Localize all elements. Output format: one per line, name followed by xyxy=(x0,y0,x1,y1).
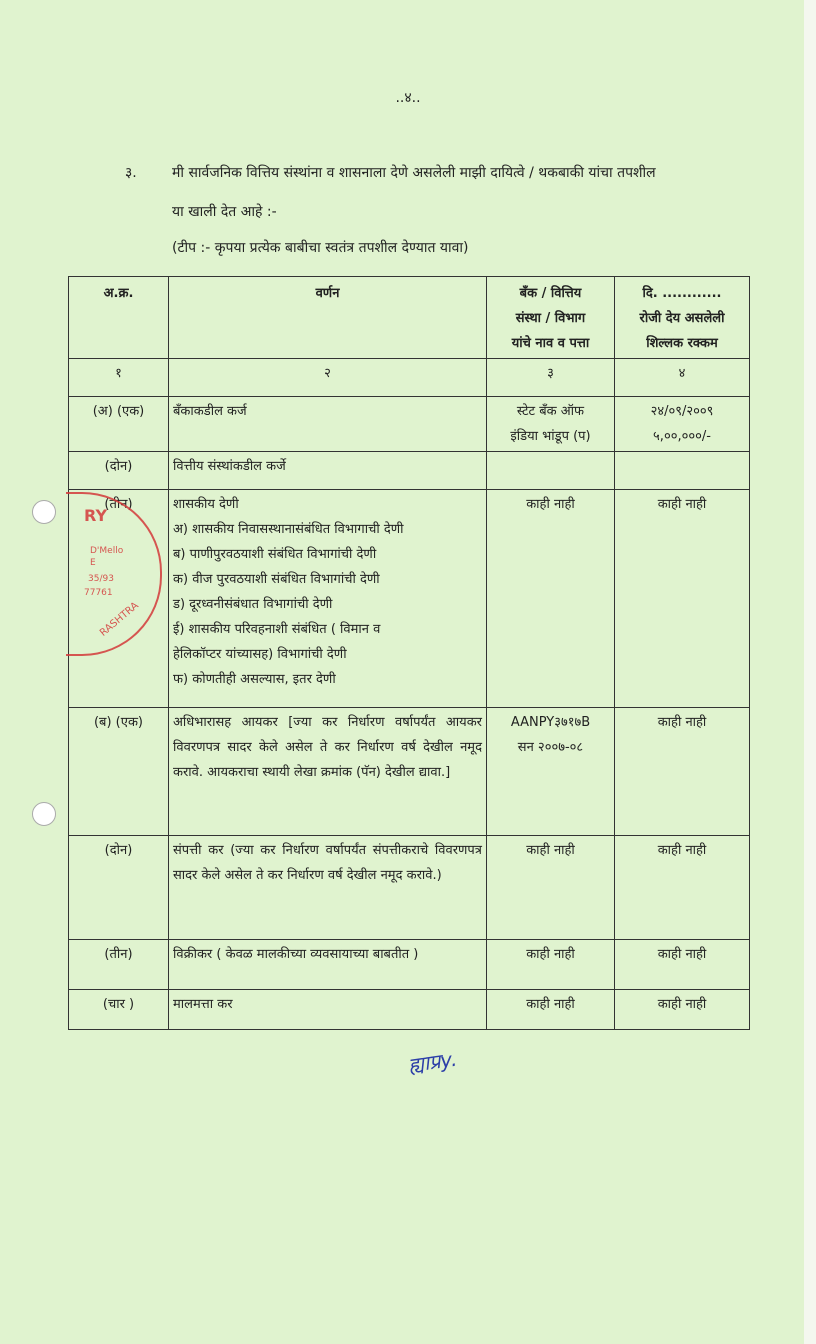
punch-hole-icon xyxy=(32,500,56,524)
section-text-line1: मी सार्वजनिक वित्तिय संस्थांना व शासनाला देणे असलेली माझी दायित्वे / थकबाकी यांचा तपशील xyxy=(172,165,656,181)
notary-stamp: RY D'Mello E 35/93 77761 RASHTRA xyxy=(66,492,162,656)
table-row: (ब) (एक) अधिभारासह आयकर [ज्या कर निर्धारण वर्षापर्यंत आयकर विवरणपत्र सादर केले असेल ते कर निर्धारण वर्ष देखील नमूद करावे. आयकराचा स्थायी लेखा क्रमांक (पॅन) देखील द्यावा.] AANPY३७१७B सन २००७-०८ काही नाही xyxy=(69,708,750,836)
table-row: (तीन) शासकीय देणी अ) शासकीय निवासस्थानासंबंधित विभागाची देणी ब) पाणीपुरवठयाशी संबंधित विभागांची देणी क) वीज पुरवठयाशी संबंधित विभागांची देणी ड) दूरध्वनीसंबंधात विभागांची देणी ई) शासकीय परिवहनाशी संबंधित ( विमान व हेलिकॉप्टर यांच्यासह) विभागांची देणी फ) कोणतीही असल्यास, इतर देणी काही नाही काही नाही xyxy=(69,490,750,708)
page-number: ..४.. xyxy=(395,90,421,106)
liabilities-table xyxy=(68,276,750,1030)
section-text-line2: या खाली देत आहे :- xyxy=(172,204,277,220)
table-header-row xyxy=(69,277,750,359)
signature: ह्याप्रy. xyxy=(406,1046,459,1078)
index-row: १ २ ३ ४ xyxy=(69,359,750,397)
page-edge xyxy=(804,0,816,1344)
table-row: (तीन) विक्रीकर ( केवळ मालकीच्या व्यवसायाच्या बाबतीत ) काही नाही काही नाही xyxy=(69,940,750,990)
header-balance: दि. ............ रोजी देय असलेली शिल्लक रक्कम xyxy=(615,277,750,359)
header-bank: बँक / वित्तिय संस्था / विभाग यांचे नाव व पत्ता xyxy=(487,277,615,359)
table-row: (चार ) मालमत्ता कर काही नाही काही नाही xyxy=(69,990,750,1030)
header-description: वर्णन xyxy=(169,277,487,359)
header-serial: अ.क्र. xyxy=(69,277,169,359)
table-row: (दोन) वित्तीय संस्थांकडील कर्जे xyxy=(69,452,750,490)
table-row: (अ) (एक) बँकाकडील कर्ज स्टेट बँक ऑफ इंडिया भांडूप (प) २४/०९/२००९ ५,००,०००/- xyxy=(69,397,750,452)
punch-hole-icon xyxy=(32,802,56,826)
section-number: ३. xyxy=(125,165,137,181)
table-row: (दोन) संपत्ती कर (ज्या कर निर्धारण वर्षापर्यंत संपत्तीकराचे विवरणपत्र सादर केले असेल ते कर निर्धारण वर्ष देखील नमूद करावे.) काही नाही काही नाही xyxy=(69,836,750,940)
section-note: (टीप :- कृपया प्रत्येक बाबीचा स्वतंत्र तपशील देण्यात यावा) xyxy=(172,240,469,256)
